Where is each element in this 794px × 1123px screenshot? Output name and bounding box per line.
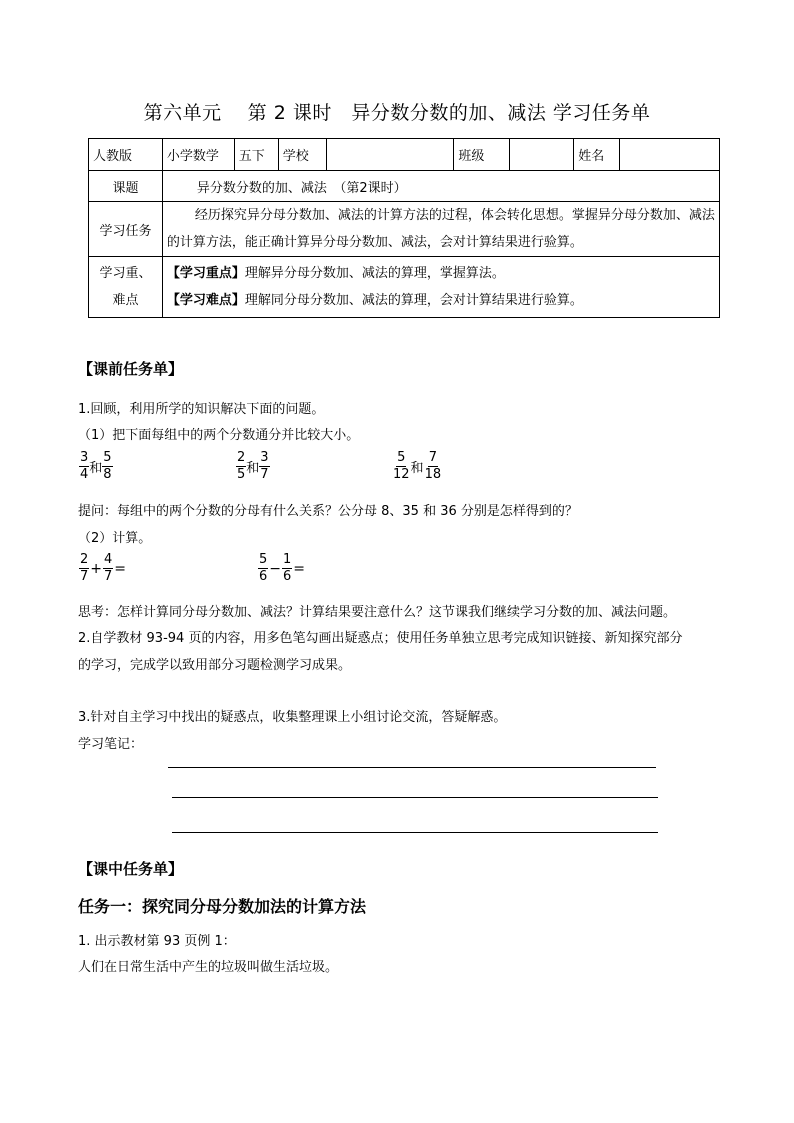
task-value: 经历探究异分母分数加、减法的计算方法的过程，体会转化思想。掌握异分母分数加、减法的计算方法，能正确计算异分母分数加、减法，会对计算结果进行验算。	[162, 202, 719, 257]
key-points-label	[89, 257, 163, 318]
key-points-value	[162, 257, 719, 318]
and-text: 和	[89, 461, 103, 476]
and-text: 和	[246, 461, 260, 476]
task-one-heading: 任务一：探究同分母分数加法的计算方法	[78, 897, 367, 916]
fraction-pair	[79, 451, 113, 482]
fraction: $\frac{1}{6}$	[283, 552, 292, 584]
operator: −	[269, 560, 282, 577]
fraction: $\frac{3}{7}$	[260, 450, 269, 482]
fraction: $\frac{3}{4}$	[80, 450, 89, 482]
example-1-text: 人们在日常生活中产生的垃圾叫做生活垃圾。	[78, 960, 339, 975]
and-text: 和	[410, 461, 424, 476]
operator: +	[90, 560, 103, 577]
name-label: 姓名	[574, 139, 620, 171]
fraction: $\frac{5}{8}$	[103, 450, 112, 482]
fraction: $\frac{7}{18}$	[424, 450, 442, 482]
topic-value: 异分数分数的加、减法 （第2课时）	[162, 171, 719, 202]
info-table	[88, 138, 720, 318]
note-line[interactable]	[172, 797, 658, 798]
school-field[interactable]	[326, 139, 454, 171]
school-label: 学校	[278, 139, 326, 171]
key-point-text: 理解异分母分数加、减法的算理，掌握算法。	[244, 266, 505, 281]
question-1: 1.回顾，利用所学的知识解决下面的问题。	[78, 402, 325, 417]
think-text: 思考：怎样计算同分母分数加、减法？计算结果要注意什么？这节课我们继续学习分数的加、减法问题。	[78, 605, 677, 620]
fraction: $\frac{2}{5}$	[237, 450, 246, 482]
question-1-1: （1）把下面每组中的两个分数通分并比较大小。	[78, 428, 360, 443]
in-class-header: 【课中任务单】	[78, 860, 184, 878]
key-label-line2: 难点	[112, 293, 139, 308]
difficulty-tag: 【学习难点】	[166, 293, 245, 308]
example-1-label: 1. 出示教材第 93 页例 1：	[78, 934, 236, 949]
page-title: 第六单元 第 2 课时 异分数分数的加、减法 学习任务单	[143, 102, 651, 124]
calculation	[79, 553, 127, 584]
key-label-line1: 学习重、	[99, 266, 152, 281]
fraction-pair	[236, 451, 270, 482]
question-2-line1: 2.自学教材 93-94 页的内容，用多色笔勾画出疑惑点；使用任务单独立思考完成知识链接、新知探究部分	[78, 631, 683, 646]
grade-cell: 五下	[234, 139, 278, 171]
name-field[interactable]	[620, 139, 720, 171]
fraction: $\frac{2}{7}$	[80, 552, 89, 584]
calculation	[258, 553, 306, 584]
subject-cell: 小学数学	[162, 139, 234, 171]
question-2-line2: 的学习，完成学以致用部分习题检测学习成果。	[78, 658, 352, 673]
fraction: $\frac{5}{12}$	[393, 450, 410, 482]
task-label: 学习任务	[89, 202, 163, 257]
note-line[interactable]	[168, 767, 656, 768]
question-3: 3.针对自主学习中找出的疑惑点，收集整理课上小组讨论交流，答疑解惑。	[78, 710, 507, 725]
key-point-tag: 【学习重点】	[166, 266, 245, 281]
topic-label: 课题	[89, 171, 163, 202]
class-label: 班级	[454, 139, 510, 171]
fraction: $\frac{4}{7}$	[104, 552, 113, 584]
note-line[interactable]	[172, 832, 658, 833]
notes-label: 学习笔记：	[78, 737, 144, 752]
fraction: $\frac{5}{6}$	[259, 552, 268, 584]
equals-sign: =	[293, 560, 306, 577]
fraction-pair	[392, 451, 442, 482]
edition-cell: 人教版	[89, 139, 163, 171]
difficulty-text: 理解同分母分数加、减法的算理，会对计算结果进行验算。	[244, 293, 583, 308]
question-1-2: （2）计算。	[78, 531, 152, 546]
pre-class-header: 【课前任务单】	[78, 360, 184, 378]
equals-sign: =	[114, 560, 127, 577]
question-ask: 提问：每组中的两个分数的分母有什么关系？公分母 8、35 和 36 分别是怎样得到的？	[78, 504, 578, 519]
class-field[interactable]	[510, 139, 574, 171]
